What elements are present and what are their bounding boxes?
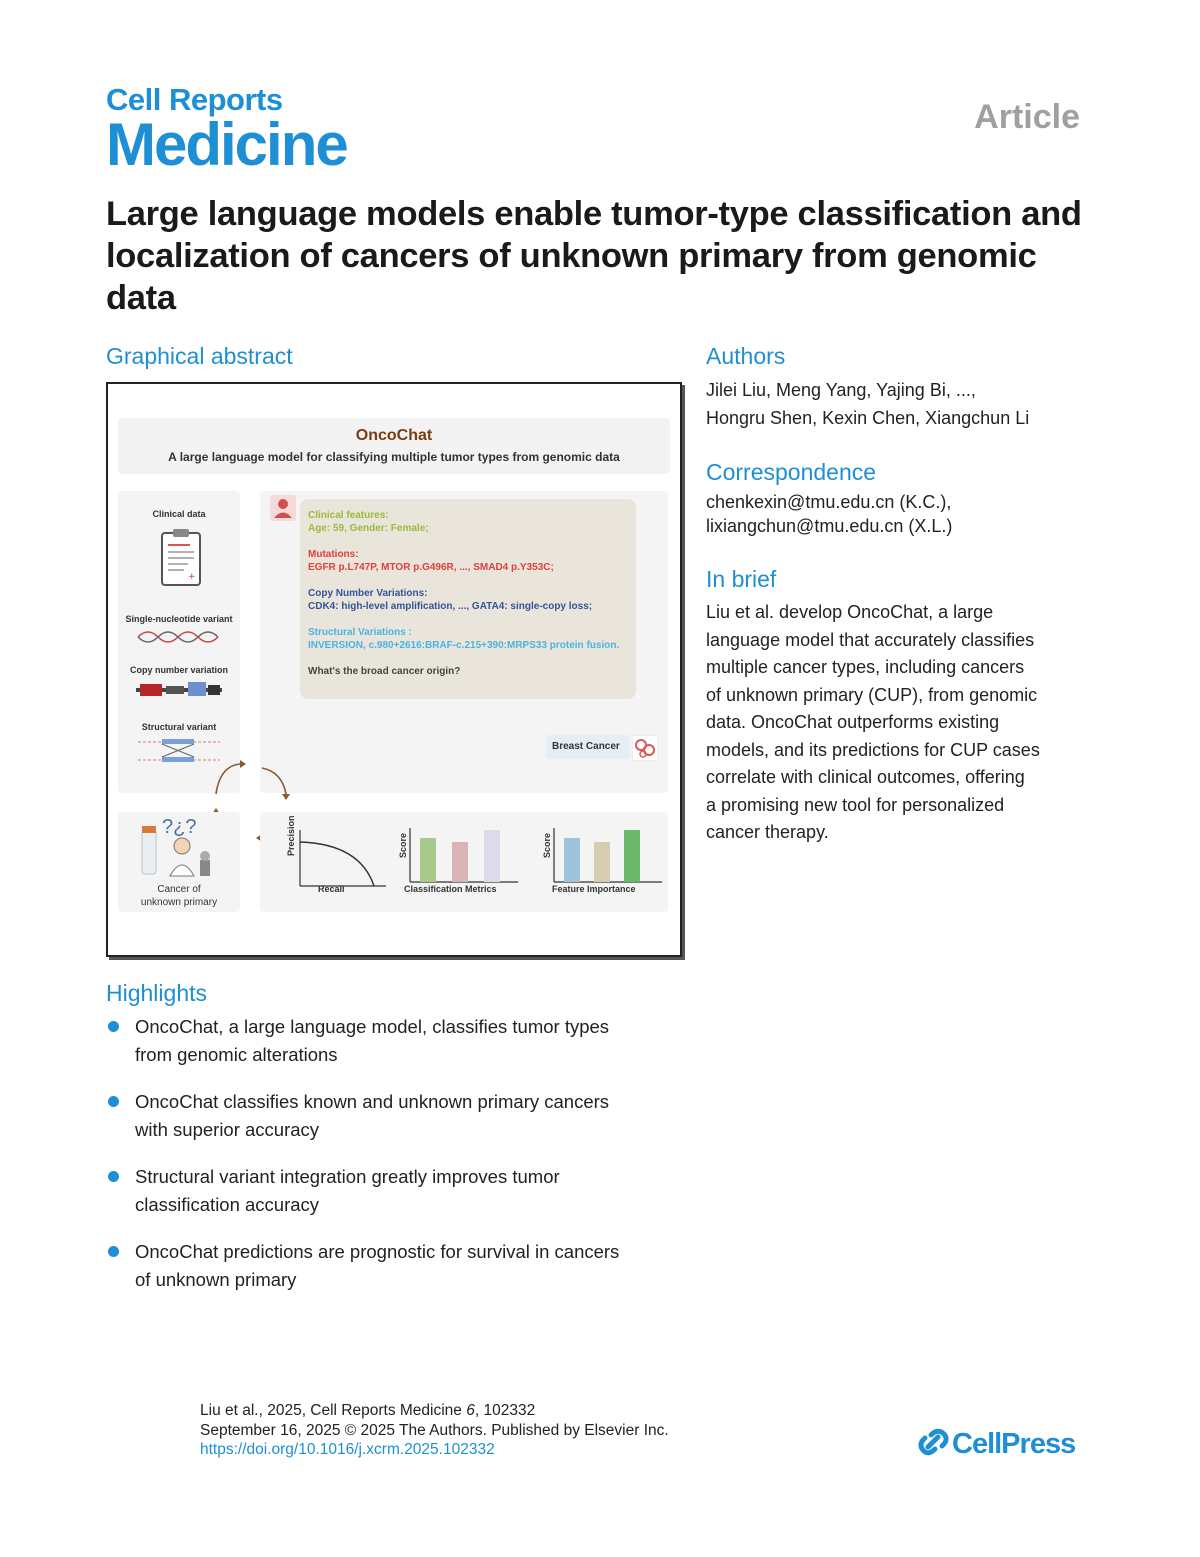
sv-label: Structural variant xyxy=(141,722,217,732)
highlight-item xyxy=(106,1238,696,1294)
in-brief-line: cancer therapy. xyxy=(706,822,829,842)
in-brief-heading: In brief xyxy=(706,566,777,592)
metrics-bar-1 xyxy=(420,838,436,882)
graphical-abstract-figure xyxy=(106,382,682,957)
highlight-line: of unknown primary xyxy=(135,1269,297,1290)
cnv-chat-label: Copy Number Variations: xyxy=(308,588,428,599)
oncochat-header xyxy=(118,418,670,474)
oncochat-title: OncoChat xyxy=(355,427,433,444)
highlight-line: Structural variant integration greatly improves tumor xyxy=(135,1166,560,1187)
mutations-label: Mutations: xyxy=(308,549,359,560)
citation-line xyxy=(200,1401,669,1421)
in-brief-line: multiple cancer types, including cancers xyxy=(706,657,1025,677)
highlight-line: classification accuracy xyxy=(135,1194,320,1215)
email-kc[interactable]: chenkexin@tmu.edu.cn (K.C.), xyxy=(706,492,952,512)
highlight-line: OncoChat classifies known and unknown primary cancers xyxy=(135,1091,610,1112)
citation-footer xyxy=(200,1401,669,1460)
journal-logo xyxy=(106,82,347,178)
correspondence-heading: Correspondence xyxy=(706,459,877,485)
oncochat-subtitle: A large language model for classifying multiple tumor types from genomic data xyxy=(168,450,620,464)
answer-text: Breast Cancer xyxy=(552,741,620,752)
in-brief-line: a promising new tool for personalized xyxy=(706,794,1005,815)
paper-title: Large language models enable tumor-type classification and localization of cancers of unknown primary from genomic data xyxy=(106,195,1082,317)
cellpress-text: CellPress xyxy=(952,1428,1076,1460)
article-type-label: Article xyxy=(974,98,1080,136)
cup-label-line1: Cancer of xyxy=(157,884,201,895)
journal-name-big: Medicine xyxy=(106,111,347,178)
sv-chat-value: INVERSION, c.980+2616:BRAF-c.215+390:MRPS33 protein fusion. xyxy=(308,640,620,651)
importance-bar-2 xyxy=(594,842,610,882)
in-brief-line: Liu et al. develop OncoChat, a large xyxy=(706,602,994,622)
chat-panel xyxy=(260,491,668,793)
feature-importance-chart xyxy=(552,826,664,884)
importance-bar-1 xyxy=(564,838,580,882)
in-brief-line: models, and its predictions for CUP cases xyxy=(706,739,1040,760)
metrics-x-label: Classification Metrics xyxy=(404,884,497,894)
in-brief-text xyxy=(706,599,1086,847)
highlight-item xyxy=(106,1013,696,1069)
cup-label-line2: unknown primary xyxy=(140,897,218,908)
scientist-icon xyxy=(140,824,216,878)
citation-article-number: , 102332 xyxy=(474,1402,536,1419)
chat-question: What's the broad cancer origin? xyxy=(308,666,461,677)
graphical-abstract-heading: Graphical abstract xyxy=(106,343,293,369)
breast-tissue-icon xyxy=(632,735,658,761)
user-avatar-icon xyxy=(270,495,296,521)
metrics-bar-3 xyxy=(484,830,500,882)
citation-volume: 6 xyxy=(466,1402,475,1419)
chat-prompt-bubble xyxy=(300,499,636,699)
email-xl[interactable]: lixiangchun@tmu.edu.cn (X.L.) xyxy=(706,516,953,536)
cnv-chat-value: CDK4: high-level amplification, ..., GATA4: single-copy loss; xyxy=(308,601,593,612)
in-brief-line: of unknown primary (CUP), from genomic xyxy=(706,684,1038,705)
in-brief-line: correlate with clinical outcomes, offering xyxy=(706,767,1025,787)
precision-axis-label: Precision xyxy=(286,815,296,856)
sv-chat-label: Structural Variations : xyxy=(308,627,412,638)
highlight-item xyxy=(106,1088,696,1144)
correspondence-block xyxy=(706,490,1086,538)
cellpress-link-icon xyxy=(918,1427,950,1457)
authors-heading: Authors xyxy=(706,343,786,369)
classification-metrics-chart xyxy=(408,826,520,884)
citation-text: Liu et al., 2025, Cell Reports Medicine xyxy=(200,1402,467,1419)
recall-axis-label: Recall xyxy=(318,884,345,894)
cellpress-logo xyxy=(918,1427,1075,1461)
importance-x-label: Feature Importance xyxy=(552,884,636,894)
snv-label: Single-nucleotide variant xyxy=(125,614,233,624)
evaluation-panel xyxy=(260,812,668,912)
highlight-line: from genomic alterations xyxy=(135,1044,338,1065)
in-brief-line: data. OncoChat outperforms existing xyxy=(706,712,1000,732)
doi-link[interactable]: https://doi.org/10.1016/j.xcrm.2025.102332 xyxy=(200,1441,495,1458)
authors-line-2: Hongru Shen, Kexin Chen, Xiangchun Li xyxy=(706,407,1030,428)
importance-bar-3 xyxy=(624,830,640,882)
highlight-item xyxy=(106,1163,696,1219)
clinical-data-label: Clinical data xyxy=(152,509,206,519)
cnv-signal-icon xyxy=(136,679,222,701)
highlights-list xyxy=(106,1013,696,1313)
clipboard-icon xyxy=(160,527,204,587)
question-marks: ?¿? xyxy=(162,816,197,838)
highlight-line: OncoChat, a large language model, classifies tumor types xyxy=(135,1016,610,1037)
authors-line-1: Jilei Liu, Meng Yang, Yajing Bi, ..., xyxy=(706,380,976,400)
cnv-label: Copy number variation xyxy=(129,665,228,675)
highlight-line: OncoChat predictions are prognostic for survival in cancers xyxy=(135,1241,620,1262)
clinical-features-value: Age: 59, Gender: Female; xyxy=(308,523,429,534)
metrics-bar-2 xyxy=(452,842,468,882)
precision-recall-plot xyxy=(290,826,390,890)
answer-badge xyxy=(546,735,630,759)
highlight-line: with superior accuracy xyxy=(135,1119,320,1140)
authors-block xyxy=(706,377,1086,432)
cup-panel xyxy=(118,812,240,912)
metrics-y-label: Score xyxy=(398,832,408,858)
clinical-features-label: Clinical features: xyxy=(308,510,389,521)
highlights-heading: Highlights xyxy=(106,980,207,1006)
in-brief-line: language model that accurately classifies xyxy=(706,629,1035,650)
publication-date-line: September 16, 2025 © 2025 The Authors. Published by Elsevier Inc. xyxy=(200,1421,669,1439)
dna-icon xyxy=(136,629,222,645)
importance-y-label: Score xyxy=(542,832,552,858)
journal-name-small: Cell Reports xyxy=(106,82,283,117)
mutations-value: EGFR p.L747P, MTOR p.G496R, ..., SMAD4 p.Y353C; xyxy=(308,562,554,573)
input-data-panel xyxy=(118,491,240,793)
svg-text:+: + xyxy=(188,572,196,582)
